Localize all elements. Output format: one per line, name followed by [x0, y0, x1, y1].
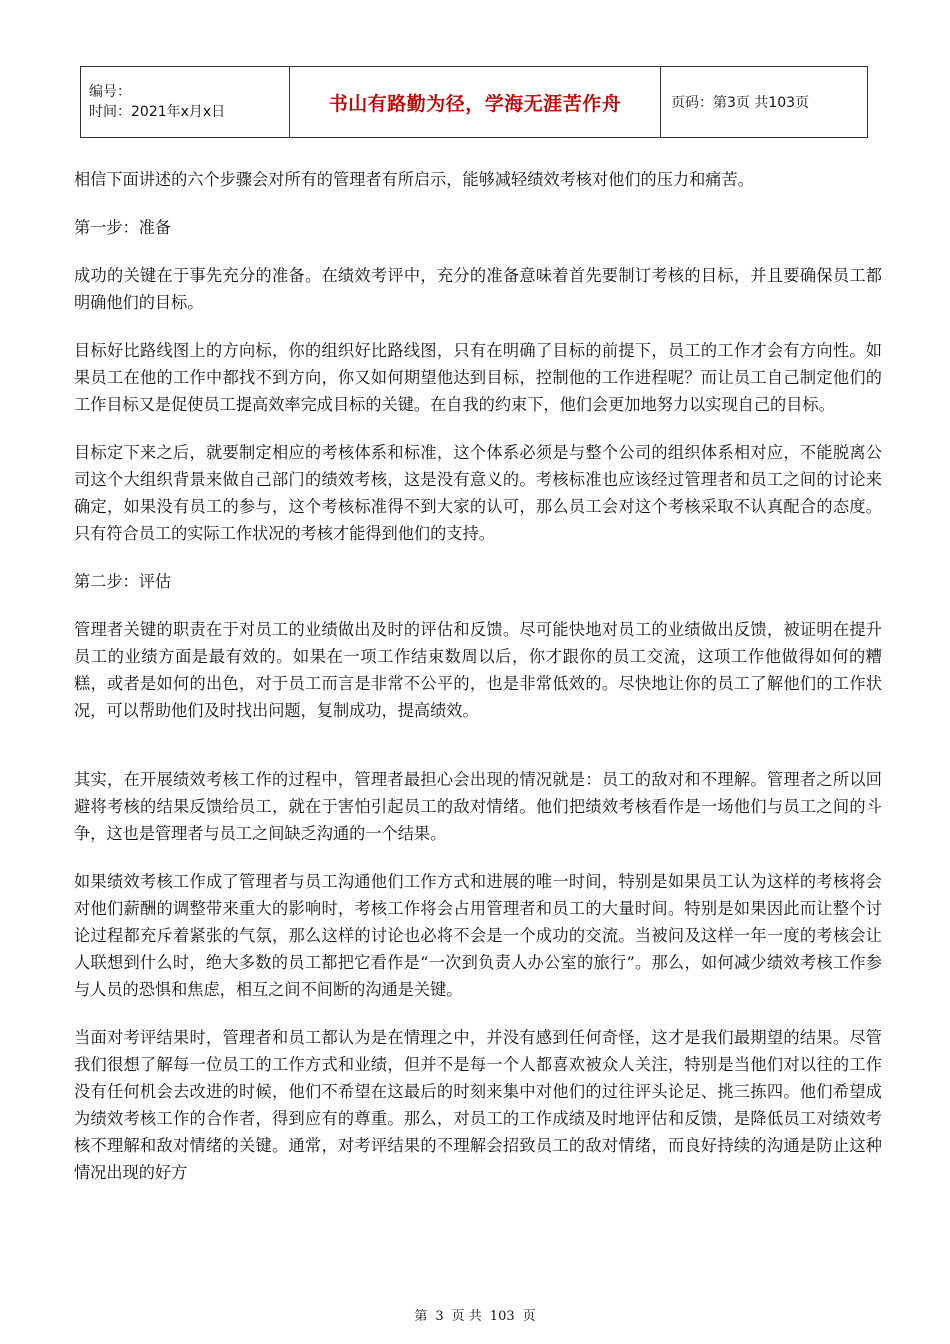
body-paragraph: 如果绩效考核工作成了管理者与员工沟通他们工作方式和进展的唯一时间，特别是如果员工认为这样的考核将会对他们薪酬的调整带来重大的影响时，考核工作将会占用管理者和员工的大量时间。特别是如果因此而让整个讨论过程都充斥着紧张的气氛，那么这样的讨论也必将不会是一个成功的交流。当被问及这样一年一度的考核会让人联想到什么时，绝大多数的员工都把它看作是“一次到负责人办公室的旅行”。那么，如何减少绩效考核工作参与人员的恐惧和焦虑，相互之间不间断的沟通是关键。: [74, 872, 882, 999]
footer-middle: 页 共: [451, 1309, 482, 1324]
footer-prefix: 第: [414, 1309, 428, 1324]
document-header: [80, 66, 868, 138]
header-motto: 书山有路勤为径，学海无涯苦作舟: [290, 67, 661, 138]
body-paragraph: 当面对考评结果时，管理者和员工都认为是在情理之中，并没有感到任何奇怪，这才是我们最期望的结果。尽管我们很想了解每一位员工的工作方式和业绩，但并不是每一个人都喜欢被众人关注，特别是当他们对以往的工作没有任何机会去改进的时候，他们不希望在这最后的时刻来集中对他们的过往评头论足、挑三拣四。他们希望成为绩效考核工作的合作者，得到应有的尊重。那么，对员工的工作成绩及时地评估和反馈，是降低员工对绩效考核不理解和敌对情绪的关键。通常，对考评结果的不理解会招致员工的敌对情绪，而良好持续的沟通是防止这种情况出现的好方: [74, 1028, 882, 1182]
header-meta: [81, 67, 290, 138]
doc-number-label: 编号：: [89, 84, 131, 100]
body-paragraph: 目标好比路线图上的方向标，你的组织好比路线图，只有在明确了目标的前提下，员工的工作才会有方向性。如果员工在他的工作中都找不到方向，你又如何期望他达到目标，控制他的工作进程呢？而让员工自己制定他们的工作目标又是促使员工提高效率完成目标的关键。在自我的约束下，他们会更加地努力以实现自己的目标。: [74, 341, 882, 414]
page-footer: [0, 1305, 950, 1324]
body-paragraph: 成功的关键在于事先充分的准备。在绩效考评中，充分的准备意味着首先要制订考核的目标，并且要确保员工都明确他们的目标。: [74, 266, 882, 312]
intro-paragraph: 相信下面讲述的六个步骤会对所有的管理者有所启示，能够减轻绩效考核对他们的压力和痛苦。: [74, 170, 754, 189]
doc-date-label: 时间：2021年x月x日: [89, 104, 226, 120]
step-two-heading: 第二步：评估: [74, 572, 172, 591]
footer-total-pages: 103: [489, 1309, 515, 1324]
header-page-info: 页码：第3页 共103页: [661, 67, 868, 138]
body-paragraph: 目标定下来之后，就要制定相应的考核体系和标准，这个体系必须是与整个公司的组织体系相对应，不能脱离公司这个大组织背景来做自己部门的绩效考核，这是没有意义的。考核标准也应该经过管理者和员工之间的讨论来确定，如果没有员工的参与，这个考核标准得不到大家的认可，那么员工会对这个考核采取不认真配合的态度。只有符合员工的实际工作状况的考核才能得到他们的支持。: [74, 443, 882, 543]
footer-suffix: 页: [522, 1309, 536, 1324]
footer-current-page: 3: [435, 1309, 444, 1324]
body-paragraph: 管理者关键的职责在于对员工的业绩做出及时的评估和反馈。尽可能快地对员工的业绩做出反馈，被证明在提升员工的业绩方面是最有效的。如果在一项工作结束数周以后，你才跟你的员工交流，这项工作他做得如何的糟糕，或者是如何的出色，对于员工而言是非常不公平的，也是非常低效的。尽快地让你的员工了解他们的工作状况，可以帮助他们及时找出问题，复制成功，提高绩效。: [74, 620, 882, 720]
step-one-heading: 第一步：准备: [74, 218, 172, 237]
body-paragraph: 其实，在开展绩效考核工作的过程中，管理者最担心会出现的情况就是：员工的敌对和不理解。管理者之所以回避将考核的结果反馈给员工，就在于害怕引起员工的敌对情绪。他们把绩效考核看作是一场他们与员工之间的斗争，这也是管理者与员工之间缺乏沟通的一个结果。: [74, 770, 882, 843]
document-body: [74, 166, 882, 1207]
